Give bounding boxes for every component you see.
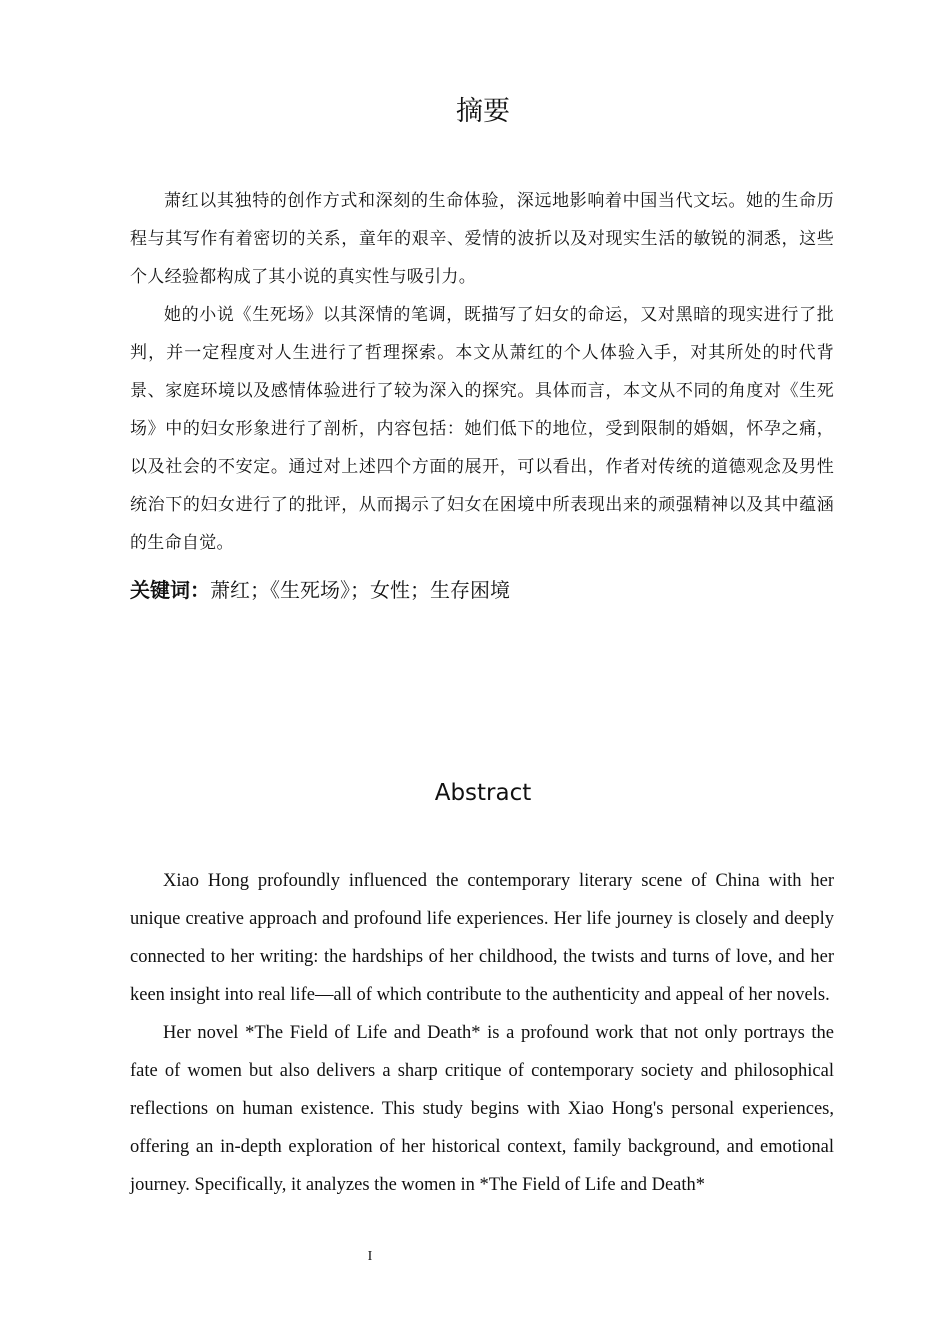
keywords-label: 关键词： bbox=[130, 578, 210, 602]
keywords-text: 萧红；《生死场》；女性；生存困境 bbox=[210, 578, 510, 602]
chinese-abstract-body bbox=[130, 182, 834, 562]
chinese-abstract-paragraph: 萧红以其独特的创作方式和深刻的生命体验，深远地影响着中国当代文坛。她的生命历程与其写作有着密切的关系，童年的艰辛、爱情的波折以及对现实生活的敏锐的洞悉，这些个人经验都构成了其小说的真实性与吸引力。 bbox=[130, 191, 834, 287]
chinese-abstract-paragraph: 她的小说《生死场》以其深情的笔调，既描写了妇女的命运，又对黑暗的现实进行了批判，并一定程度对人生进行了哲理探索。本文从萧红的个人体验入手，对其所处的时代背景、家庭环境以及感情体验进行了较为深入的探究。具体而言，本文从不同的角度对《生死场》中的妇女形象进行了剖析，内容包括：她们低下的地位，受到限制的婚姻，怀孕之痛，以及社会的不安定。通过对上述四个方面的展开，可以看出，作者对传统的道德观念及男性统治下的妇女进行了的批评，从而揭示了妇女在困境中所表现出来的顽强精神以及其中蕴涵的生命自觉。 bbox=[130, 305, 834, 553]
english-abstract-title: Abstract bbox=[434, 780, 532, 806]
chinese-keywords bbox=[130, 572, 834, 608]
english-abstract-paragraph: Her novel *The Field of Life and Death* is a profound work that not only portrays the fate of women but also delivers a sharp critique of contemporary society and philosophical reflections on human existence. This study begins with Xiao Hong's personal experiences, offering an in-depth exploration of her historical context, family background, and emotional journey. Specifically, it analyzes the women in *The Field of Life and Death* bbox=[130, 1023, 834, 1195]
page-number: I bbox=[367, 1249, 373, 1264]
english-abstract-body bbox=[130, 862, 834, 1204]
chinese-abstract-title: 摘要 bbox=[456, 96, 510, 127]
english-abstract-paragraph: Xiao Hong profoundly influenced the contemporary literary scene of China with her unique creative approach and profound life experiences. Her life journey is closely and deeply connected to her writing: the hardships of her childhood, the twists and turns of love, and her keen insight into real life—all of which contribute to the authenticity and appeal of her novels. bbox=[130, 871, 834, 1005]
